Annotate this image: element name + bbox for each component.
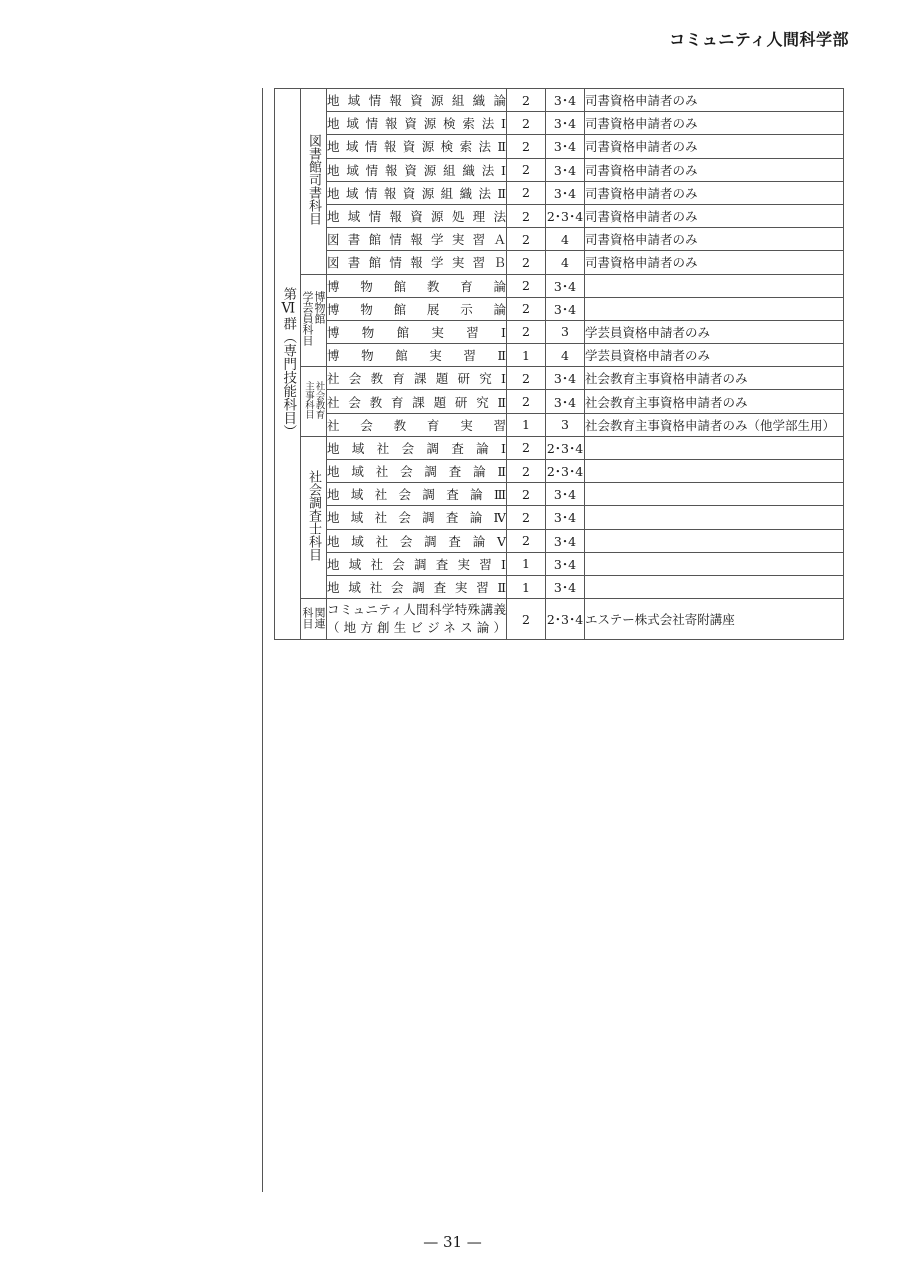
course-credits: 1: [507, 413, 546, 436]
course-name: 図書館情報学実習Ｂ: [327, 251, 507, 274]
course-name: 地域社会調査実習Ⅱ: [327, 575, 507, 598]
table-row: [275, 181, 844, 204]
page-number: — 31 —: [423, 1233, 482, 1251]
table-row: [275, 251, 844, 274]
course-name: 地域社会調査論Ⅴ: [327, 529, 507, 552]
table-row: [275, 204, 844, 227]
course-name: 図書館情報学実習Ａ: [327, 228, 507, 251]
page-header-title: コミュニティ人間科学部: [669, 30, 849, 49]
course-year: 3･4: [546, 552, 585, 575]
course-note: 社会教育主事資格申請者のみ（他学部生用）: [585, 413, 844, 436]
course-credits: 2: [507, 112, 546, 135]
course-credits: 2: [507, 89, 546, 112]
course-name: 地域社会調査論Ⅱ: [327, 460, 507, 483]
course-note: [585, 506, 844, 529]
course-year: 2･3･4: [546, 436, 585, 459]
table-row: [275, 552, 844, 575]
course-note: [585, 483, 844, 506]
subgroup-social-survey-label: 社会調査士科目: [306, 470, 321, 562]
subgroup-related-cell: [301, 599, 327, 640]
course-name: 博物館展示論: [327, 297, 507, 320]
course-year: 2･3･4: [546, 204, 585, 227]
course-credits: 2: [507, 204, 546, 227]
subgroup-museum-label-2: 学芸員科目: [301, 291, 314, 347]
course-note: 社会教育主事資格申請者のみ: [585, 367, 844, 390]
course-note: 司書資格申請者のみ: [585, 135, 844, 158]
course-credits: 1: [507, 552, 546, 575]
table-row-special: [275, 599, 844, 640]
course-name: 博物館実習Ⅰ: [327, 320, 507, 343]
table-row: [275, 135, 844, 158]
subgroup-social-education-label-1: 社会教育: [313, 381, 325, 420]
course-name: [327, 599, 507, 640]
course-year: 3: [546, 413, 585, 436]
table-row: [275, 483, 844, 506]
course-year: 3･4: [546, 158, 585, 181]
course-credits: 1: [507, 575, 546, 598]
course-year: 4: [546, 228, 585, 251]
subgroup-related-label-1: 関連: [313, 606, 326, 629]
course-name: 社会教育課題研究Ⅰ: [327, 367, 507, 390]
course-note: 司書資格申請者のみ: [585, 158, 844, 181]
course-name-line-1: コミュニティ人間科学特殊講義: [327, 602, 506, 618]
course-year: 2･3･4: [546, 460, 585, 483]
table-row: [275, 529, 844, 552]
course-note: 学芸員資格申請者のみ: [585, 344, 844, 367]
course-year: 4: [546, 344, 585, 367]
course-name: 地域社会調査実習Ⅰ: [327, 552, 507, 575]
margin-rule: [262, 88, 263, 1192]
subgroup-cell: [301, 274, 327, 367]
course-year: 3･4: [546, 390, 585, 413]
course-credits: 2: [507, 135, 546, 158]
subgroup-related-label-2: 科目: [301, 606, 314, 629]
course-year: 3･4: [546, 135, 585, 158]
course-credits: 2: [507, 506, 546, 529]
course-note: 司書資格申請者のみ: [585, 112, 844, 135]
table-row: [275, 274, 844, 297]
table-row: [275, 460, 844, 483]
course-note: 司書資格申請者のみ: [585, 181, 844, 204]
course-note: 司書資格申請者のみ: [585, 89, 844, 112]
course-name: 地域情報資源組織法Ⅰ: [327, 158, 507, 181]
course-year: 3･4: [546, 89, 585, 112]
course-note: 司書資格申請者のみ: [585, 251, 844, 274]
course-credits: 2: [507, 320, 546, 343]
course-credits: 2: [507, 297, 546, 320]
course-name: 社会教育課題研究Ⅱ: [327, 390, 507, 413]
course-credits: 2: [507, 367, 546, 390]
course-year: 2･3･4: [546, 599, 585, 640]
course-credits: 2: [507, 460, 546, 483]
course-name: 地域社会調査論Ⅳ: [327, 506, 507, 529]
table-row: [275, 228, 844, 251]
course-credits: 2: [507, 228, 546, 251]
table-row: [275, 367, 844, 390]
course-credits: 2: [507, 274, 546, 297]
course-note: [585, 552, 844, 575]
course-note: [585, 274, 844, 297]
subgroup-cell: [301, 367, 327, 437]
course-name: 地域情報資源検索法Ⅱ: [327, 135, 507, 158]
group-label: 第Ⅵ群（専門技能科目）: [280, 287, 297, 439]
course-table: [274, 88, 844, 640]
course-note: [585, 529, 844, 552]
course-credits: 2: [507, 251, 546, 274]
table-row: [275, 575, 844, 598]
course-year: 3･4: [546, 483, 585, 506]
table-row: [275, 89, 844, 112]
table-row: [275, 413, 844, 436]
course-year: 4: [546, 251, 585, 274]
course-year: 3･4: [546, 575, 585, 598]
table-row: [275, 112, 844, 135]
course-year: 3･4: [546, 112, 585, 135]
course-year: 3･4: [546, 367, 585, 390]
table-row: [275, 320, 844, 343]
course-name: 地域情報資源処理法: [327, 204, 507, 227]
course-name-line-2: （地方創生ビジネス論）: [327, 620, 506, 636]
course-name: 博物館実習Ⅱ: [327, 344, 507, 367]
course-credits: 2: [507, 181, 546, 204]
course-note: 司書資格申請者のみ: [585, 204, 844, 227]
subgroup-cell: [301, 89, 327, 275]
course-name: 地域情報資源検索法Ⅰ: [327, 112, 507, 135]
course-note: [585, 460, 844, 483]
course-credits: 2: [507, 158, 546, 181]
course-year: 3･4: [546, 181, 585, 204]
course-name: 地域社会調査論Ⅲ: [327, 483, 507, 506]
course-name: 博物館教育論: [327, 274, 507, 297]
course-name: 地域情報資源組織論: [327, 89, 507, 112]
course-note: [585, 575, 844, 598]
table-row: [275, 344, 844, 367]
course-name: 地域情報資源組織法Ⅱ: [327, 181, 507, 204]
course-name: 社会教育実習: [327, 413, 507, 436]
course-credits: 1: [507, 344, 546, 367]
subgroup-library-label: 図書館司書科目: [306, 134, 321, 226]
course-credits: 2: [507, 436, 546, 459]
course-year: 3･4: [546, 529, 585, 552]
course-note: [585, 436, 844, 459]
course-year: 3･4: [546, 274, 585, 297]
course-year: 3: [546, 320, 585, 343]
group-cell: [275, 89, 301, 640]
subgroup-museum-label-1: 博物館: [313, 291, 326, 325]
table-row: [275, 506, 844, 529]
course-note: 学芸員資格申請者のみ: [585, 320, 844, 343]
table-row: [275, 390, 844, 413]
course-note: 司書資格申請者のみ: [585, 228, 844, 251]
course-credits: 2: [507, 390, 546, 413]
course-credits: 2: [507, 599, 546, 640]
course-note: エステー株式会社寄附講座: [585, 599, 844, 640]
course-year: 3･4: [546, 506, 585, 529]
course-credits: 2: [507, 529, 546, 552]
subgroup-social-education-label-2: 主事科目: [303, 381, 314, 420]
course-note: [585, 297, 844, 320]
course-name: 地域社会調査論Ⅰ: [327, 436, 507, 459]
subgroup-cell: [301, 436, 327, 598]
course-credits: 2: [507, 483, 546, 506]
table-row: [275, 436, 844, 459]
course-year: 3･4: [546, 297, 585, 320]
course-note: 社会教育主事資格申請者のみ: [585, 390, 844, 413]
table-row: [275, 158, 844, 181]
table-row: [275, 297, 844, 320]
